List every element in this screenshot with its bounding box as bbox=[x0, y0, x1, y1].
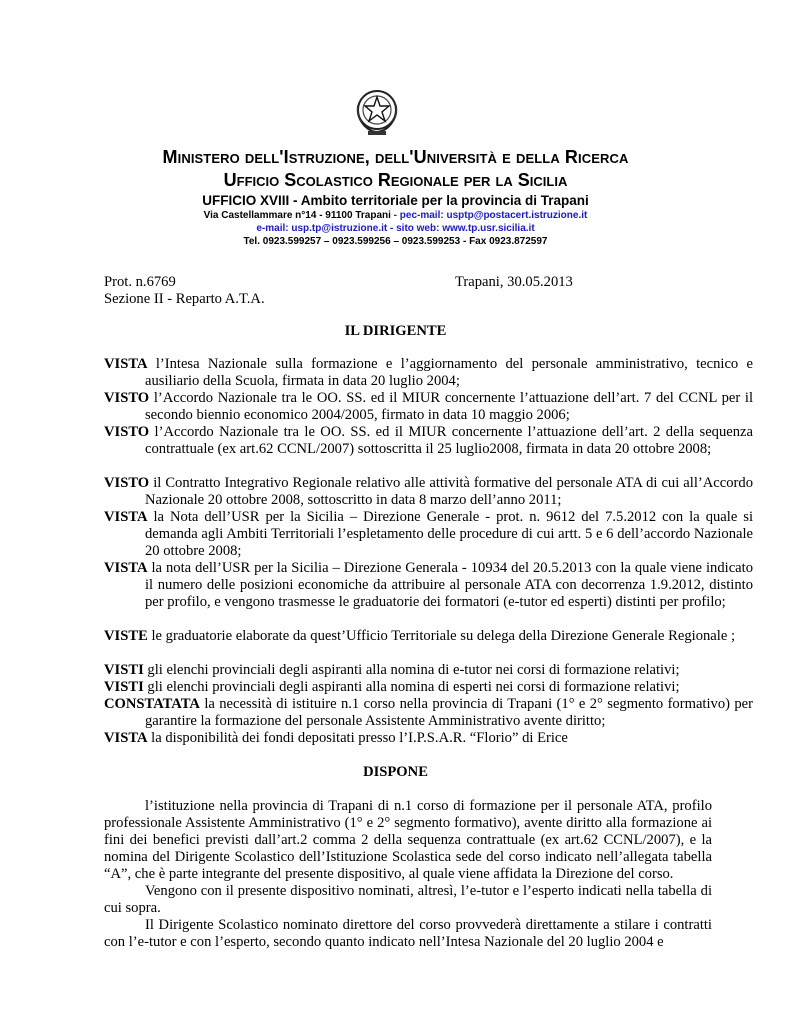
body-paragraph: Il Dirigente Scolastico nominato direttore del corso provvederà direttamente a stilare i contratti con l’e-tutor e con l’esperto, secondo quanto indicato nell’Intesa Nazionale del 20 luglio 2004 e bbox=[104, 917, 712, 950]
recital-item: VISTE le graduatorie elaborate da quest’Ufficio Territoriale su delega della Direzione Generale Regionale ; bbox=[104, 628, 736, 644]
document-date: Trapani, 30.05.2013 bbox=[455, 274, 573, 290]
recital-item: VISTA l’Intesa Nazionale sulla formazione e l’aggiornamento del personale amministrativo, tecnico e ausiliario della Scuola, firmata in data 20 luglio 2004; bbox=[104, 356, 753, 389]
recital-item: CONSTATATA la necessità di istituire n.1 corso nella provincia di Trapani (1° e 2° segmento formativo) per garantire la formazione del personale Assistente Amministrativo avente diritto; bbox=[104, 696, 753, 729]
section-label: Sezione II - Reparto A.T.A. bbox=[104, 291, 265, 307]
document-heading: IL DIRIGENTE bbox=[344, 323, 447, 339]
protocol-number: Prot. n.6769 bbox=[104, 274, 176, 290]
recital-item: VISTA la nota dell’USR per la Sicilia – Direzione Generala - 10934 del 20.5.2013 con la quale viene indicato il numero delle posizioni economiche da attribuire al personale ATA con decorrenza 1.9.2012, distinto per profilo, e vengono trasmesse le graduatorie dei formatori (e-tutor ed esperti) distinti per profilo; bbox=[104, 560, 753, 610]
recital-item: VISTO l’Accordo Nazionale tra le OO. SS. ed il MIUR concernente l’attuazione dell’art. 2 della sequenza contrattuale (ex art.62 CCNL/2007) sottoscritta il 25 luglio2008, firmata in data 20 ottobre 2008; bbox=[104, 424, 753, 457]
recital-item: VISTA la Nota dell’USR per la Sicilia – Direzione Generale - prot. n. 9612 del 7.5.2012 con la quale si demanda agli Ambiti Territoriali l’espletamento delle procedure di cui artt. 5 e 6 dell’accordo Nazionale 20 ottobre 2008; bbox=[104, 509, 753, 559]
recital-item: VISTI gli elenchi provinciali degli aspiranti alla nomina di esperti nei corsi di formazione relativi; bbox=[104, 679, 680, 695]
dispone-heading: DISPONE bbox=[363, 764, 428, 780]
emblem-icon bbox=[354, 87, 400, 137]
pec-link[interactable]: - pec-mail: usptp@postacert.istruzione.it bbox=[390, 210, 588, 221]
ufficio-title: UFFICIO XVIII - Ambito territoriale per la provincia di Trapani bbox=[202, 193, 589, 208]
recital-item: VISTI gli elenchi provinciali degli aspiranti alla nomina di e-tutor nei corsi di formazione relativi; bbox=[104, 662, 680, 678]
email-web-line[interactable]: e-mail: usp.tp@istruzione.it - sito web: www.tp.usr.sicilia.it bbox=[256, 223, 535, 234]
address-line bbox=[0, 210, 791, 221]
phones-line: Tel. 0923.599257 – 0923.599256 – 0923.599253 - Fax 0923.872597 bbox=[243, 236, 548, 247]
office-title: Ufficio Scolastico Regionale per la Sicilia bbox=[223, 170, 568, 190]
body-paragraph: Vengono con il presente dispositivo nominati, altresì, l’e-tutor e l’esperto indicati nella tabella di cui sopra. bbox=[104, 883, 712, 916]
ministry-title: Ministero dell'Istruzione, dell'Università e della Ricerca bbox=[162, 147, 629, 167]
body-paragraph: l’istituzione nella provincia di Trapani di n.1 corso di formazione per il personale ATA, profilo professionale Assistente Amministrativo (1° e 2° segmento formativo), avente diritto alla formazione ai fini dei benefici previsti dall’art.2 comma 2 della sequenza contrattuale (ex art.62 CCNL/2007), e la nomina del Dirigente Scolastico dell’Istituzione Scolastica sede del corso indicato nell’allegata tabella “A”, che è parte integrante del presente dispositivo, al quale viene affidata la Direzione del corso. bbox=[104, 798, 712, 882]
recital-item: VISTO il Contratto Integrativo Regionale relativo alle attività formative del personale ATA di cui all’Accordo Nazionale 20 ottobre 2008, sottoscritto in data 8 marzo dell’anno 2011; bbox=[104, 475, 753, 508]
address: Via Castellammare n°14 - 91100 Trapani bbox=[203, 210, 391, 221]
recital-item: VISTO l’Accordo Nazionale tra le OO. SS. ed il MIUR concernente l’attuazione dell’art. 7 del CCNL per il secondo biennio economico 2004/2005, firmato in data 10 maggio 2006; bbox=[104, 390, 753, 423]
recital-item: VISTA la disponibilità dei fondi depositati presso l’I.P.S.A.R. “Florio” di Erice bbox=[104, 730, 568, 746]
